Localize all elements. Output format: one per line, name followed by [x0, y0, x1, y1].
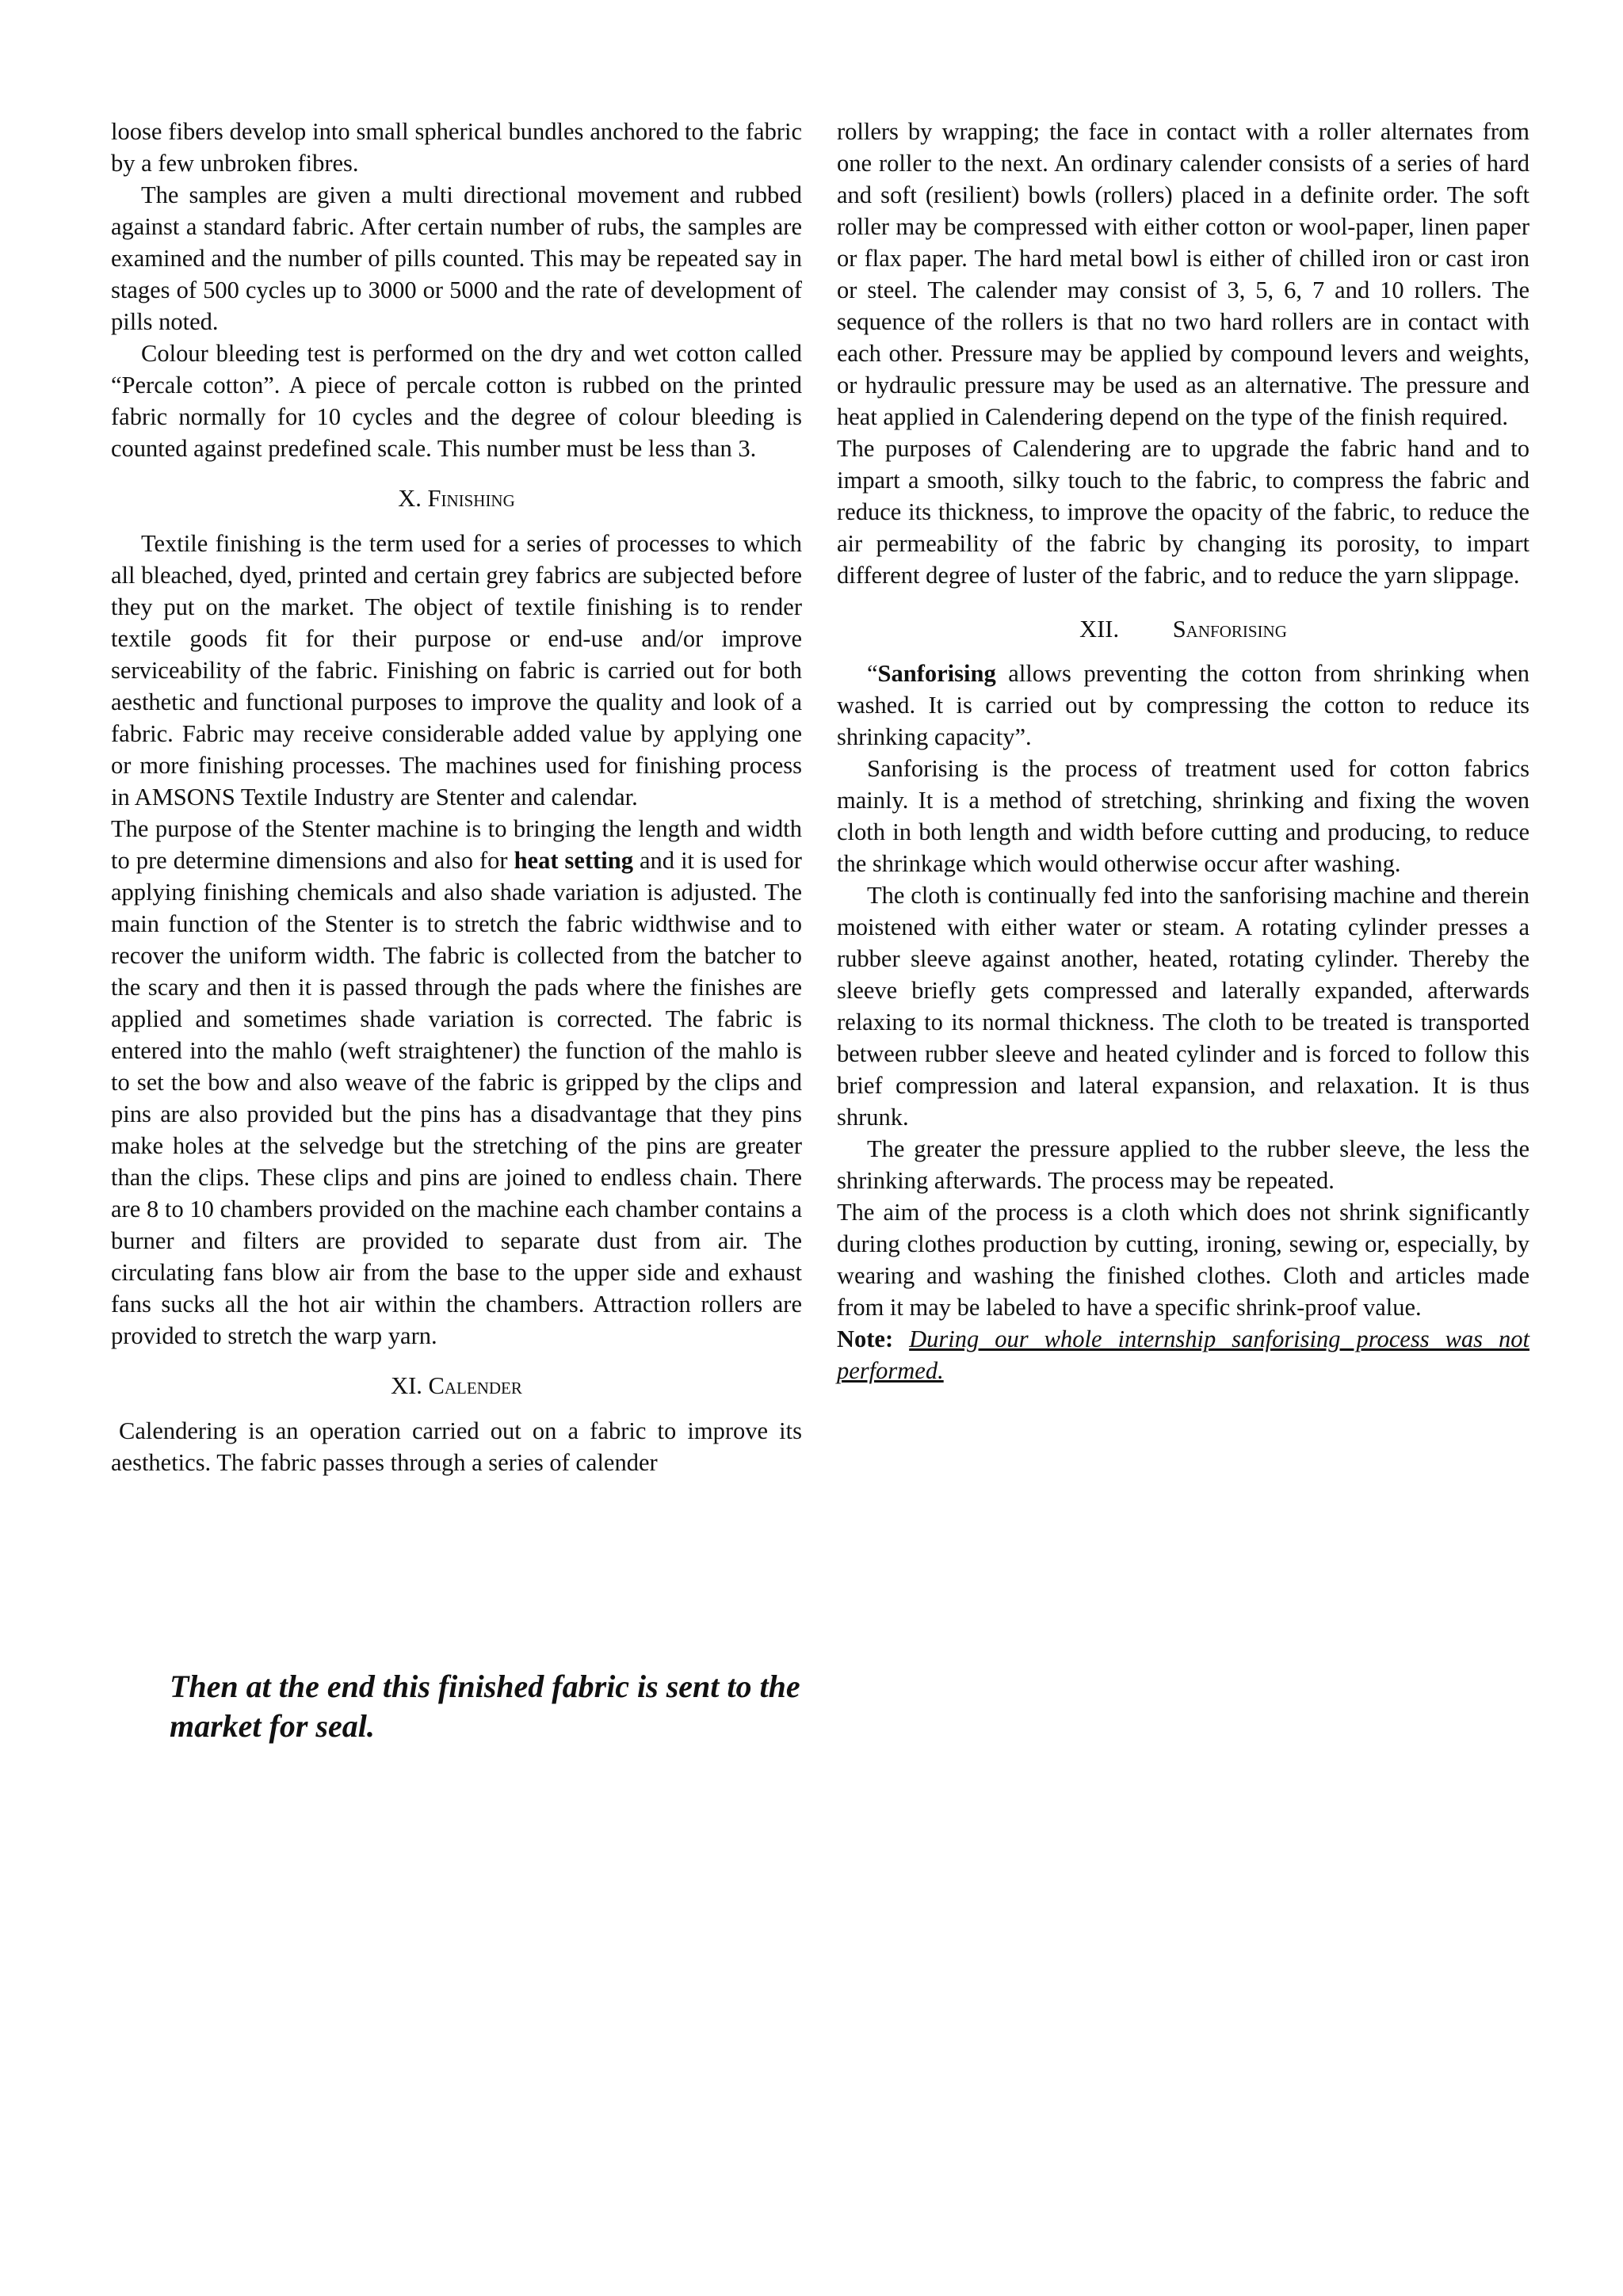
- sanforising-bold: Sanforising: [877, 660, 996, 687]
- paragraph-sanforising-pressure: The greater the pressure applied to the rubber sleeve, the less the shrinking afterwards. The process may be repeated.: [837, 1135, 1529, 1194]
- section-number: X.: [398, 485, 422, 512]
- paragraph-stenter-part1: The purpose of the Stenter machine is to bringing the length and width to pre determine dimensions and also for: [111, 815, 802, 874]
- heat-setting-bold: heat setting: [514, 847, 633, 874]
- section-heading-sanforising: [837, 613, 1529, 645]
- section-number: XII.: [1079, 616, 1120, 643]
- paragraph-stenter: [111, 813, 802, 1352]
- section-title: Calender: [428, 1372, 522, 1399]
- paragraph-stenter-part2: and it is used for applying finishing chemicals and also shade variation is adjusted. The main function of the Stenter is to stretch the fabric widthwise and to recover the uniform width. The fabric is collected from the batcher to the scary and then it is passed through the pads where the finishes are applied and sometimes shade variation is corrected. The fabric is entered into the mahlo (weft straightener) the function of the mahlo is to set the bow and also weave of the fabric is gripped by the clips and pins are also provided but the pins has a disadvantage that they pins make holes at the selvedge but the stretching of the pins are greater than the clips. These clips and pins are joined to endless chain. There are 8 to 10 chambers provided on the machine each chamber contains a burner and filters are provided to separate dust from air. The circulating fans blow air from the base to the upper side and exhaust fans sucks all the hot air within the chambers. Attraction rollers are provided to stretch the warp yarn.: [111, 847, 802, 1349]
- note-text: During our whole internship sanforising process was not performed.: [837, 1325, 1530, 1384]
- note-paragraph: [837, 1323, 1529, 1386]
- paragraph-calender-start: Calendering is an operation carried out on a fabric to improve its aesthetics. The fabric passes through a series of calender: [111, 1417, 802, 1476]
- paragraph-sanforising-process: Sanforising is the process of treatment used for cotton fabrics mainly. It is a method of stretching, shrinking and fixing the woven cloth in both length and width before cutting and producing, to reduce the shrinkage which would otherwise occur after washing.: [837, 755, 1529, 877]
- section-heading-finishing: [111, 482, 802, 514]
- paragraph-pilling-test: The samples are given a multi directional movement and rubbed against a standard fabric. After certain number of rubs, the samples are examined and the number of pills counted. This may be repeated say in stages of 500 cycles up to 3000 or 5000 and the rate of development of pills noted.: [111, 181, 802, 335]
- quote-open: “: [867, 660, 878, 687]
- closing-statement: Then at the end this finished fabric is sent to the market for seal.: [170, 1669, 800, 1744]
- note-label: Note:: [837, 1325, 894, 1352]
- paragraph-sanforising-aim: The aim of the process is a cloth which does not shrink significantly during clothes production by cutting, ironing, sewing or, especially, by wearing and washing the finished clothes. Cloth and articles made from it may be labeled to have a specific shrink-proof value.: [837, 1199, 1529, 1321]
- paragraph-pilling-intro: loose fibers develop into small spherical bundles anchored to the fabric by a few unbroken fibres.: [111, 118, 802, 177]
- paragraph-finishing-intro: Textile finishing is the term used for a series of processes to which all bleached, dyed, printed and certain grey fabrics are subjected before they put on the market. The object of textile finishing is to render textile goods fit for their purpose or end-use and/or improve serviceability of the fabric. Finishing on fabric is carried out for both aesthetic and functional purposes to improve the quality and look of a fabric. Fabric may receive considerable added value by applying one or more finishing processes. The machines used for finishing process in AMSONS Textile Industry are Stenter and calendar.: [111, 530, 802, 810]
- section-title: Finishing: [427, 485, 515, 512]
- section-heading-calender: [111, 1370, 802, 1402]
- quote-rest: allows preventing the cotton from shrinking when washed. It is carried out by compressing the cotton to reduce its shrinking capacity”.: [837, 660, 1529, 750]
- paragraph-sanforising-quote: [837, 658, 1529, 753]
- paragraph-colour-bleeding: Colour bleeding test is performed on the dry and wet cotton called “Percale cotton”. A piece of percale cotton is rubbed on the printed fabric normally for 10 cycles and the degree of colour bleeding is counted against predefined scale. This number must be less than 3.: [111, 340, 802, 462]
- paragraph-calender-continued: rollers by wrapping; the face in contact with a roller alternates from one roller to the next. An ordinary calender consists of a series of hard and soft (resilient) bowls (rollers) placed in a definite order. The soft roller may be compressed with either cotton or wool-paper, linen paper or flax paper. The hard metal bowl is either of chilled iron or cast iron or steel. The calender may consist of 3, 5, 6, 7 and 10 rollers. The sequence of the rollers is that no two hard rollers are in contact with each other. Pressure may be applied by compound levers and weights, or hydraulic pressure may be used as an alternative. The pressure and heat applied in Calendering depend on the type of the finish required.: [837, 118, 1529, 430]
- paragraph-sanforising-machine: The cloth is continually fed into the sanforising machine and therein moistened with either water or steam. A rotating cylinder presses a rubber sleeve against another, heated, rotating cylinder. Thereby the sleeve briefly gets compressed and laterally expanded, afterwards relaxing to its normal thickness. The cloth to be treated is transported between rubber sleeve and heated cylinder and is forced to follow this brief compression and lateral expansion, and relaxation. It is thus shrunk.: [837, 882, 1529, 1131]
- left-column: [111, 116, 802, 1478]
- section-number: XI.: [391, 1372, 422, 1399]
- section-title: Sanforising: [1172, 616, 1287, 643]
- paragraph-calender-purpose: The purposes of Calendering are to upgrade the fabric hand and to impart a smooth, silky touch to the fabric, to compress the fabric and reduce its thickness, to improve the opacity of the fabric, to reduce the air permeability of the fabric by changing its porosity, to impart different degree of luster of the fabric, and to reduce the yarn slippage.: [837, 435, 1529, 589]
- right-column: [837, 116, 1529, 1386]
